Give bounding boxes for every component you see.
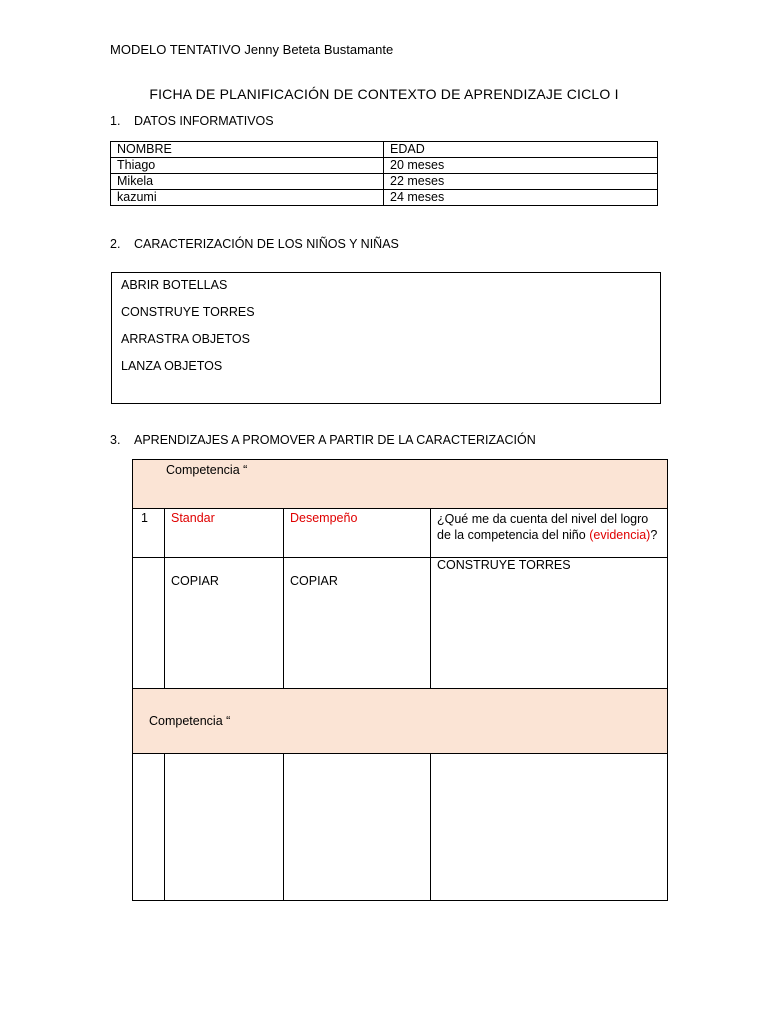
- standar-header: Standar: [171, 511, 215, 525]
- list-item: CONSTRUYE TORRES: [121, 305, 255, 319]
- list-item: ABRIR BOTELLAS: [121, 278, 228, 292]
- author-line: MODELO TENTATIVO Jenny Beteta Bustamante: [110, 42, 394, 57]
- cell-age: 22 meses: [384, 174, 658, 190]
- section-2-number: 2.: [110, 237, 121, 251]
- competencia-label: Competencia “: [149, 714, 231, 728]
- desempeno-cell: [284, 558, 431, 689]
- standar-header-cell: [165, 509, 284, 558]
- cell-name: kazumi: [111, 190, 384, 206]
- table-row: [111, 190, 658, 206]
- evidencia-cell: [431, 754, 668, 901]
- row-number-cell: [133, 754, 165, 901]
- section-3-heading: [110, 433, 536, 447]
- section-1-number: 1.: [110, 114, 121, 128]
- section-3-title: APRENDIZAJES A PROMOVER A PARTIR DE LA CARACTERIZACIÓN: [134, 433, 536, 447]
- standar-value: COPIAR: [171, 574, 219, 588]
- section-2-heading: [110, 237, 399, 251]
- desempeno-header: Desempeño: [290, 511, 358, 525]
- question-header: [431, 509, 667, 545]
- row-number-cell: [133, 509, 165, 558]
- competencia-row-2: [133, 689, 668, 754]
- standar-cell: [165, 558, 284, 689]
- table-row: [133, 754, 668, 901]
- cell-name: Mikela: [111, 174, 384, 190]
- column-header-nombre: NOMBRE: [111, 142, 384, 158]
- document-title: FICHA DE PLANIFICACIÓN DE CONTEXTO DE APRENDIZAJE CICLO I: [149, 86, 619, 102]
- table-row: [111, 158, 658, 174]
- section-3-number: 3.: [110, 433, 121, 447]
- competencia-cell: [133, 460, 668, 509]
- desempeno-value: COPIAR: [290, 574, 338, 588]
- evidencia-value: CONSTRUYE TORRES: [437, 558, 571, 572]
- row-number-cell: [133, 558, 165, 689]
- table-header-row: [133, 509, 668, 558]
- column-header-edad: EDAD: [384, 142, 658, 158]
- section-1-title: DATOS INFORMATIVOS: [134, 114, 274, 128]
- evidencia-cell: [431, 558, 668, 689]
- cell-age: 24 meses: [384, 190, 658, 206]
- competencia-cell: [133, 689, 668, 754]
- question-mark: ?: [650, 528, 658, 542]
- competencia-label: Competencia “: [166, 463, 248, 477]
- question-text: ¿Qué me da cuenta del nivel del logro de la competencia del niño: [437, 512, 649, 542]
- section-1-heading: [110, 114, 274, 128]
- table-row: [133, 558, 668, 689]
- caracterizacion-box: [111, 272, 661, 404]
- evidencia-label: (evidencia): [589, 528, 651, 542]
- table-row: [111, 174, 658, 190]
- list-item: ARRASTRA OBJETOS: [121, 332, 250, 346]
- desempeno-header-cell: [284, 509, 431, 558]
- datos-informativos-table: [110, 141, 658, 206]
- list-item: LANZA OBJETOS: [121, 359, 223, 373]
- standar-cell: [165, 754, 284, 901]
- aprendizajes-table: [132, 459, 668, 901]
- table-header-row: [111, 142, 658, 158]
- cell-name: Thiago: [111, 158, 384, 174]
- desempeno-cell: [284, 754, 431, 901]
- competencia-row-1: [133, 460, 668, 509]
- question-header-cell: [431, 509, 668, 558]
- section-2-title: CARACTERIZACIÓN DE LOS NIÑOS Y NIÑAS: [134, 237, 399, 251]
- row-number: 1: [141, 511, 148, 525]
- cell-age: 20 meses: [384, 158, 658, 174]
